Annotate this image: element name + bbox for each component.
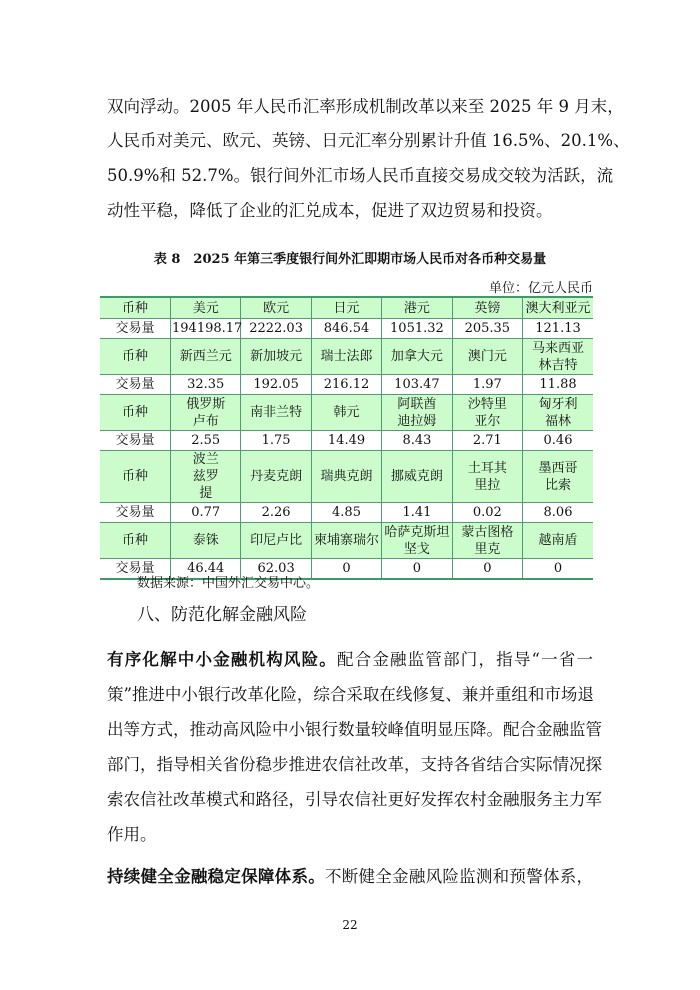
currency-cell [311, 339, 381, 375]
currency-cell [171, 451, 241, 503]
currency-cell [452, 339, 522, 375]
currency-row [100, 339, 593, 375]
volume-cell: 32.35 [171, 375, 241, 395]
volume-cell: 0.02 [452, 503, 522, 523]
currency-cell [241, 523, 311, 559]
volume-cell: 11.88 [523, 375, 593, 395]
volume-cell: 1.41 [382, 503, 452, 523]
currency-cell [241, 339, 311, 375]
currency-name: 美元 [192, 300, 219, 316]
table-unit: 单位：亿元人民币 [488, 281, 593, 296]
text-line: 索农信社改革模式和路径，引导农信社更好发挥农村金融服务主力军 [107, 790, 602, 809]
currency-cell [452, 451, 522, 503]
currency-cell [311, 451, 381, 503]
volume-row [100, 503, 593, 523]
volume-cell: 0.46 [523, 431, 593, 451]
volume-cell: 4.85 [311, 503, 381, 523]
currency-name: 匈牙利福林 [538, 396, 578, 429]
currency-cell [382, 523, 452, 559]
volume-cell: 1.97 [452, 375, 522, 395]
volume-cell: 2.71 [452, 431, 522, 451]
volume-cell: 192.05 [241, 375, 311, 395]
currency-name: 挪威克朗 [390, 469, 443, 484]
text-span: 配合金融监管部门，指导“一省一 [336, 650, 593, 669]
currency-name: 沙特里亚尔 [467, 396, 507, 429]
volume-cell: 2.26 [241, 503, 311, 523]
row-label: 交易量 [100, 319, 171, 339]
currency-cell [311, 395, 381, 431]
currency-name: 港元 [403, 300, 430, 316]
table-caption: 表 8 2025 年第三季度银行间外汇即期市场人民币对各币种交易量 [153, 252, 547, 267]
volume-cell: 2222.03 [241, 319, 311, 339]
volume-cell: 0.77 [171, 503, 241, 523]
text-line [107, 867, 593, 887]
currency-cell [171, 395, 241, 431]
volume-cell: 0 [523, 559, 593, 580]
bold-lead: 持续健全金融稳定保障体系。 [107, 867, 325, 886]
currency-volume-table [100, 296, 593, 580]
currency-name: 南非兰特 [250, 405, 303, 420]
row-label: 币种 [100, 523, 171, 559]
currency-cell [171, 297, 241, 319]
currency-name: 欧元 [263, 300, 290, 316]
bold-lead: 有序化解中小金融机构风险。 [107, 650, 337, 669]
currency-name: 韩元 [333, 405, 360, 420]
currency-cell [241, 297, 311, 319]
text-line [107, 650, 593, 670]
currency-name: 哈萨克斯坦坚戈 [384, 524, 450, 557]
currency-name: 印尼卢比 [250, 533, 303, 548]
page-number: 22 [342, 918, 358, 932]
volume-cell: 1051.32 [382, 319, 452, 339]
currency-cell [452, 297, 522, 319]
currency-cell [241, 451, 311, 503]
text-line: 策”推进中小银行改革化险，综合采取在线修复、兼并重组和市场退 [107, 685, 594, 704]
currency-row [100, 297, 593, 319]
volume-row [100, 319, 593, 339]
row-label: 币种 [100, 297, 171, 319]
currency-cell [382, 395, 452, 431]
volume-row [100, 375, 593, 395]
currency-row [100, 395, 593, 431]
currency-name: 墨西哥比索 [538, 460, 578, 493]
currency-cell [311, 523, 381, 559]
currency-name: 俄罗斯卢布 [186, 396, 226, 429]
currency-name: 加拿大元 [390, 349, 443, 364]
row-label: 币种 [100, 395, 171, 431]
text-line: 双向浮动。2005 年人民币汇率形成机制改革以来至 2025 年 9 月末， [107, 97, 624, 116]
currency-name: 土耳其里拉 [467, 460, 507, 493]
text-line: 50.9%和 52.7%。银行间外汇市场人民币直接交易成交较为活跃，流 [107, 166, 614, 185]
volume-cell: 8.43 [382, 431, 452, 451]
currency-cell [311, 297, 381, 319]
volume-cell: 14.49 [311, 431, 381, 451]
currency-row [100, 523, 593, 559]
row-label: 交易量 [100, 503, 171, 523]
currency-name: 蒙古图格里克 [461, 524, 514, 557]
currency-cell [523, 395, 593, 431]
currency-cell [171, 523, 241, 559]
volume-cell: 0 [382, 559, 452, 580]
currency-cell [523, 297, 593, 319]
currency-name: 新西兰元 [179, 349, 232, 364]
currency-name: 新加坡元 [250, 349, 303, 364]
volume-cell: 0 [452, 559, 522, 580]
text-line: 动性平稳，降低了企业的汇兑成本，促进了双边贸易和投资。 [107, 201, 553, 220]
currency-name: 瑞典克朗 [320, 469, 373, 484]
text-line: 出等方式，推动高风险中小银行数量较峰值明显压降。配合金融监管 [107, 720, 602, 739]
currency-name: 泰铢 [192, 533, 219, 548]
currency-name: 澳门元 [467, 349, 507, 364]
section-heading: 八、防范化解金融风险 [137, 605, 307, 625]
text-span: 不断健全金融风险监测和预警体系， [324, 867, 594, 886]
volume-cell: 46.44 [171, 559, 241, 580]
row-label: 币种 [100, 339, 171, 375]
currency-cell [241, 395, 311, 431]
volume-cell: 121.13 [523, 319, 593, 339]
text-line: 人民币对美元、欧元、英镑、日元汇率分别累计升值 16.5%、20.1%、 [107, 131, 630, 150]
currency-cell [523, 339, 593, 375]
currency-name: 英镑 [474, 300, 501, 316]
volume-row [100, 431, 593, 451]
volume-cell: 1.75 [241, 431, 311, 451]
currency-cell [523, 523, 593, 559]
currency-name: 丹麦克朗 [250, 469, 303, 484]
currency-cell [171, 339, 241, 375]
volume-cell: 103.47 [382, 375, 452, 395]
volume-cell: 846.54 [311, 319, 381, 339]
volume-cell: 205.35 [452, 319, 522, 339]
currency-name: 越南盾 [538, 533, 578, 548]
currency-name: 瑞士法郎 [320, 349, 373, 364]
volume-cell: 8.06 [523, 503, 593, 523]
currency-cell [523, 451, 593, 503]
currency-name: 澳大利亚元 [525, 300, 591, 316]
currency-name: 马来西亚林吉特 [532, 340, 585, 373]
currency-cell [382, 451, 452, 503]
volume-cell: 62.03 [241, 559, 311, 580]
currency-name: 柬埔寨瑞尔 [314, 533, 380, 548]
currency-row [100, 451, 593, 503]
volume-cell: 216.12 [311, 375, 381, 395]
volume-cell: 0 [311, 559, 381, 580]
row-label: 交易量 [100, 559, 171, 580]
text-line: 部门，指导相关省份稳步推进农信社改革，支持各省结合实际情况探 [107, 755, 602, 774]
row-label: 交易量 [100, 375, 171, 395]
currency-cell [452, 523, 522, 559]
currency-name: 波兰兹罗提 [192, 452, 219, 501]
currency-cell [382, 297, 452, 319]
row-label: 币种 [100, 451, 171, 503]
table-source: 数据来源：中国外汇交易中心。 [137, 576, 320, 591]
volume-cell: 194198.17 [171, 319, 241, 339]
currency-name: 日元 [333, 300, 360, 316]
volume-cell: 2.55 [171, 431, 241, 451]
currency-name: 阿联酋迪拉姆 [397, 396, 437, 429]
text-line: 作用。 [107, 825, 157, 844]
currency-cell [452, 395, 522, 431]
row-label: 交易量 [100, 431, 171, 451]
currency-cell [382, 339, 452, 375]
